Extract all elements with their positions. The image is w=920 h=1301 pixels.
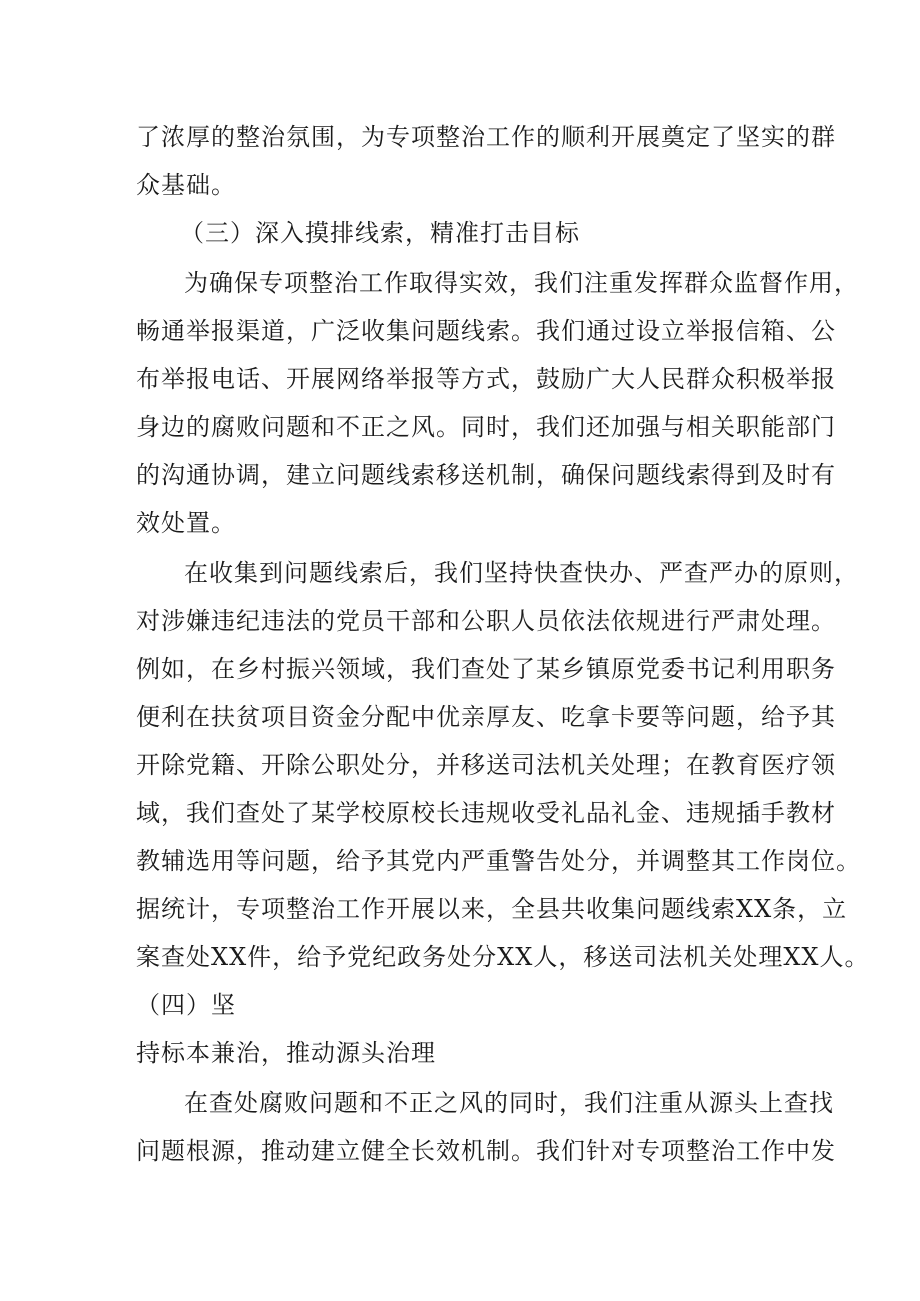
paragraph-line: 的沟通协调，建立问题线索移送机制，确保问题线索得到及时有	[136, 461, 836, 489]
paragraph-line: 布举报电话、开展网络举报等方式，鼓励广大人民群众积极举报	[136, 365, 836, 393]
paragraph-line: 教辅选用等问题，给予其党内严重警告处分，并调整其工作岗位。	[136, 847, 861, 875]
paragraph-line: 身边的腐败问题和不正之风。同时，我们还加强与相关职能部门	[136, 413, 836, 441]
paragraph-line: 畅通举报渠道，广泛收集问题线索。我们通过设立举报信箱、公	[136, 317, 836, 345]
paragraph-line: 在收集到问题线索后，我们坚持快查快办、严查严办的原则，	[184, 559, 859, 587]
paragraph-line: 为确保专项整治工作取得实效，我们注重发挥群众监督作用，	[184, 269, 859, 297]
paragraph-line: 在查处腐败问题和不正之风的同时，我们注重从源头上查找	[184, 1089, 834, 1117]
paragraph-line: 例如，在乡村振兴领域，我们查处了某乡镇原党委书记利用职务	[136, 655, 836, 683]
paragraph-line: 据统计，专项整治工作开展以来，全县共收集问题线索XX条，立	[136, 895, 848, 923]
paragraph-line: 对涉嫌违纪违法的党员干部和公职人员依法依规进行严肃处理。	[136, 607, 836, 635]
section-heading-3: （三）深入摸排线索，精准打击目标	[180, 219, 580, 247]
paragraph-line: 便利在扶贫项目资金分配中优亲厚友、吃拿卡要等问题，给予其	[136, 703, 836, 731]
paragraph-line: 开除党籍、开除公职处分，并移送司法机关处理；在教育医疗领	[136, 751, 836, 779]
paragraph-line: 众基础。	[136, 171, 236, 199]
section-heading-4-part2: 持标本兼治，推动源头治理	[136, 1039, 436, 1067]
paragraph-line: 了浓厚的整治氛围，为专项整治工作的顺利开展奠定了坚实的群	[136, 123, 836, 151]
section-heading-4-part1: （四）坚	[136, 991, 236, 1019]
paragraph-line: 域，我们查处了某学校原校长违规收受礼品礼金、违规插手教材	[136, 799, 836, 827]
paragraph-line: 问题根源，推动建立健全长效机制。我们针对专项整治工作中发	[136, 1137, 836, 1165]
paragraph-line: 效处置。	[136, 509, 236, 537]
paragraph-line: 案查处XX件，给予党纪政务处分XX人，移送司法机关处理XX人。	[136, 943, 870, 971]
